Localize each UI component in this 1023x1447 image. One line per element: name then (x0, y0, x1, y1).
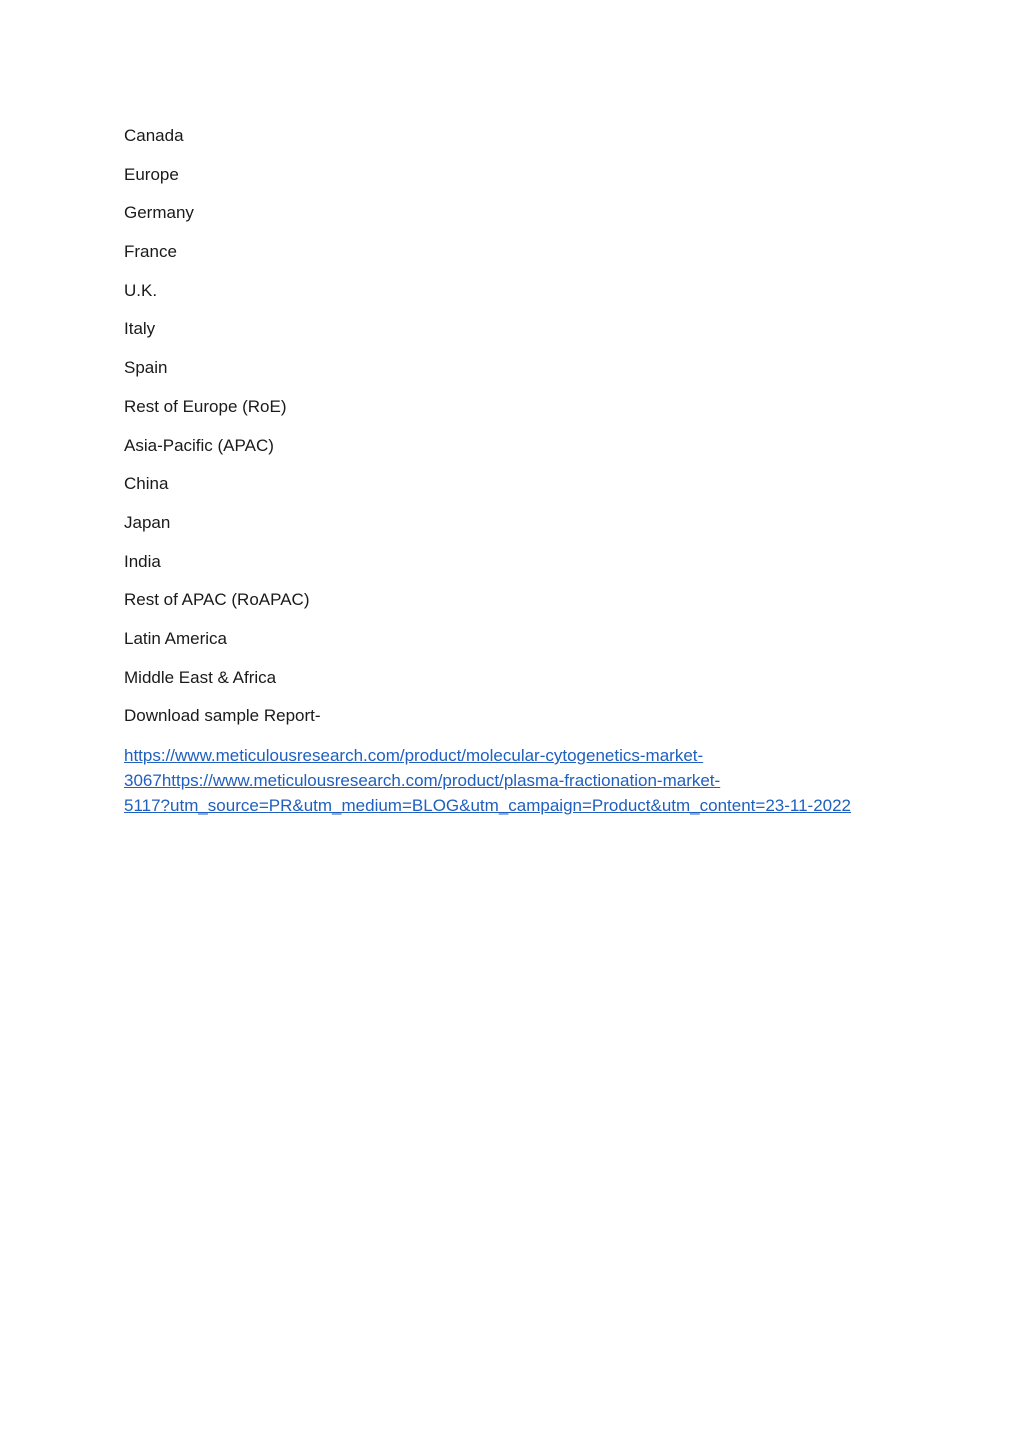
list-item-spain: Spain (124, 358, 168, 378)
document-content (124, 124, 904, 818)
list-item-middle-east-africa: Middle East & Africa (124, 667, 277, 687)
list-item-canada: Canada (124, 126, 184, 145)
list-item-france: France (124, 242, 177, 262)
list-item-italy: Italy (124, 319, 156, 339)
list-item-china: China (124, 474, 169, 494)
list-item-japan: Japan (124, 512, 171, 532)
list-item-latin-america: Latin America (124, 628, 227, 648)
list-item-uk: U.K. (124, 280, 158, 300)
sample-report-link-line-1[interactable]: https://www.meticulousresearch.com/product/molecular-cytogenetics-market- (124, 746, 704, 765)
sample-report-link-line-2[interactable]: 3067https://www.meticulousresearch.com/product/plasma-fractionation-market- (124, 771, 721, 790)
list-item-germany: Germany (124, 203, 194, 223)
list-item-rest-of-apac: Rest of APAC (RoAPAC) (124, 590, 310, 610)
list-item-india: India (124, 551, 161, 571)
sample-report-link-line-3[interactable]: 5117?utm_source=PR&utm_medium=BLOG&utm_campaign=Product&utm_content=23-11-2022 (124, 796, 852, 815)
download-sample-label: Download sample Report- (124, 706, 321, 726)
list-item-rest-of-europe: Rest of Europe (RoE) (124, 396, 287, 416)
sample-report-link[interactable] (124, 743, 904, 818)
list-item-europe: Europe (124, 164, 179, 184)
list-item-asia-pacific: Asia-Pacific (APAC) (124, 435, 274, 455)
